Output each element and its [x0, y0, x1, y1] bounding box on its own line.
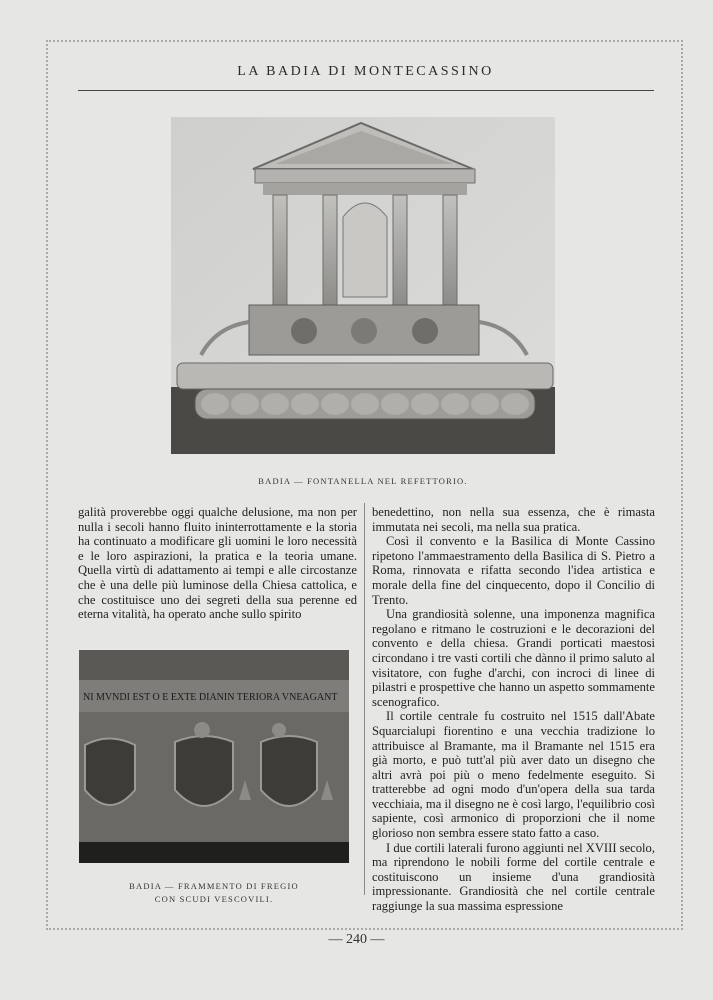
header-rule [78, 90, 654, 91]
frieze-inscription: NI MVNDI EST O E EXTE DIANIN TERIORA VNEAGANT [83, 692, 338, 703]
frieze-caption [79, 880, 349, 906]
right-paragraph-1: benedettino, non nella sua essenza, che è rimasta immutata nei secoli, ma nella sua pratica. [372, 505, 655, 534]
left-column-text [78, 505, 357, 622]
page-number: — 240 — [328, 932, 385, 947]
left-paragraph: galità proverebbe oggi qualche delusione, ma non per nulla i secoli hanno fluito ininterrottamente e la storia ha continuato a modificare gli uomini le loro necessità e le loro aspirazioni, la pratica e la teoria umane. Quella virtù di adattamento ai tempi e alle circostanze che è una delle più luminose della Chiesa cattolica, e che costituisce uno dei segreti della sua perenne ed eterna vitalità, ha operato anche sullo spirito [78, 505, 357, 622]
running-head: LA BADIA DI MONTECASSINO [237, 64, 494, 79]
frieze-caption-line-1: BADIA — FRAMMENTO DI FREGIO [129, 881, 299, 891]
frieze-caption-line-2: CON SCUDI VESCOVILI. [154, 894, 274, 904]
column-rule [364, 503, 365, 895]
right-paragraph-5: I due cortili laterali furono aggiunti nel XVIII secolo, ma riprendono le nobili forme del cortile centrale e costituiscono un insieme d'una grandiosità impressionante. Grandiosità che nel cortile centrale raggiunge la sua massima espressione [372, 840, 655, 914]
fountain-photo [171, 117, 555, 454]
right-column-text [372, 505, 655, 914]
fountain-caption: BADIA — FONTANELLA NEL REFETTORIO. [258, 476, 468, 486]
frieze-photo [79, 650, 349, 863]
right-paragraph-2: Così il convento e la Basilica di Monte Cassino ripetono l'ammaestramento della Basilica di S. Pietro a Roma, rinnovata e rifatta secondo l'idea artistica e morale della fine del cinquecento, dopo il Concilio di Trento. [372, 534, 655, 607]
right-paragraph-4: Il cortile centrale fu costruito nel 1515 dall'Abate Squarcialupi fiorentino e una vecchia tradizione lo attribuisce al Bramante, ma il Bramante nel 1515 era già morto, e può tutt'al più aver dato un disegno che altri avrà poi più o meno fedelmente eseguito. Si tratterebbe ad ogni modo d'un'opera della sua tarda vecchiaia, ma il disegno ne è così largo, l'equilibrio così sapiente, così armonico di proporzioni che il nome glorioso non sembra essere stato fatto a caso. [372, 709, 655, 841]
right-paragraph-3: Una grandiosità solenne, una imponenza magnifica regolano e ritmano le costruzioni e le decorazioni del convento e della chiesa. Grandi porticati maestosi circondano i tre vasti cortili che dànno il primo saluto al visitatore, con fughe d'archi, con incroci di linee di pilastri e prospettive che hanno un aspetto sommamente scenografico. [372, 607, 655, 709]
